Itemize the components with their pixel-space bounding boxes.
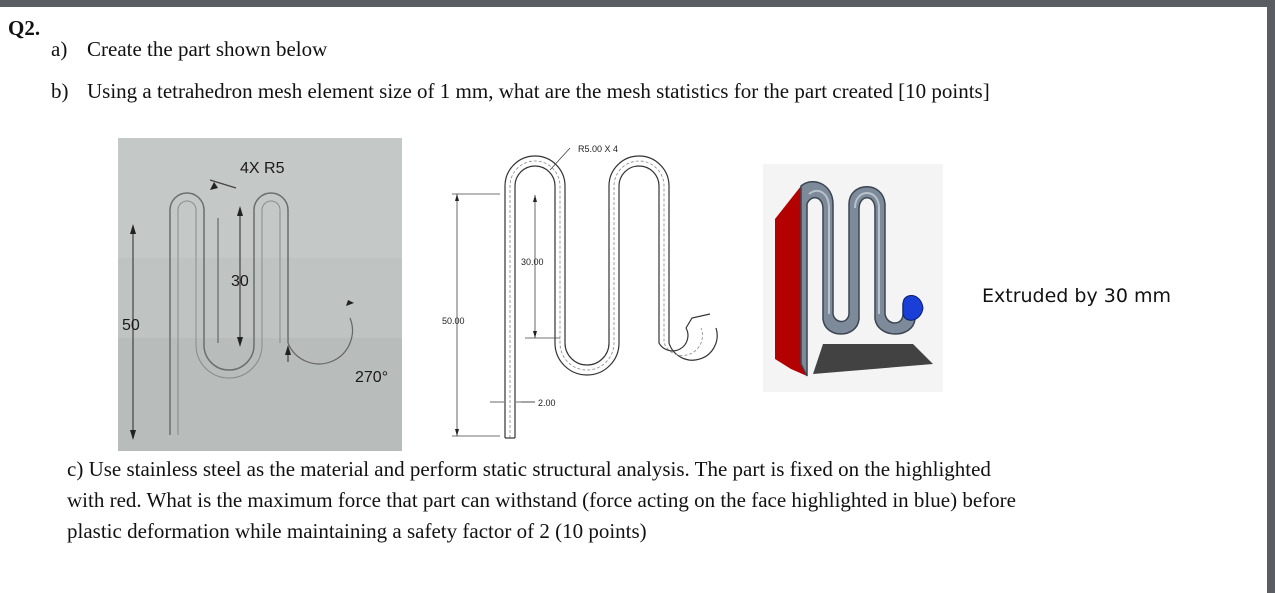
part-a xyxy=(51,37,327,62)
sketch-angle-label: 270° xyxy=(355,369,389,386)
extrude-caption: Extruded by 30 mm xyxy=(982,285,1171,307)
sketch-photo-figure xyxy=(118,138,402,451)
part-c-line-1: c) Use stainless steel as the material and perform static structural analysis. The part is fixed on the highlighted xyxy=(67,457,991,481)
part-c-line-3: plastic deformation while maintaining a safety factor of 2 (10 points) xyxy=(67,519,647,543)
sketch-radius-label: 4X R5 xyxy=(240,160,285,177)
cad-dim-50: 50.00 xyxy=(442,316,465,326)
window-right-border xyxy=(1267,0,1275,593)
window-top-border xyxy=(0,0,1275,7)
part-b-marker: b) xyxy=(51,79,69,103)
part-b xyxy=(51,79,990,104)
part-c-line-2: with red. What is the maximum force that part can withstand (force acting on the face highlighted in blue) before xyxy=(67,488,1016,512)
question-number: Q2. xyxy=(8,16,41,40)
cad-dim-thickness: 2.00 xyxy=(538,398,556,408)
sketch-dim-30: 30 xyxy=(231,273,249,290)
cad-drawing-figure xyxy=(430,138,730,443)
part-a-marker: a) xyxy=(51,37,68,61)
render-3d-figure xyxy=(763,164,943,392)
cad-dim-30: 30.00 xyxy=(521,257,544,267)
part-a-text: Create the part shown below xyxy=(87,37,328,61)
part-c xyxy=(67,454,1167,547)
cad-radius-label: R5.00 X 4 xyxy=(578,144,619,154)
part-b-text: Using a tetrahedron mesh element size of 1 mm, what are the mesh statistics for the part created [10 points] xyxy=(87,79,990,103)
sketch-dim-50: 50 xyxy=(122,317,140,334)
